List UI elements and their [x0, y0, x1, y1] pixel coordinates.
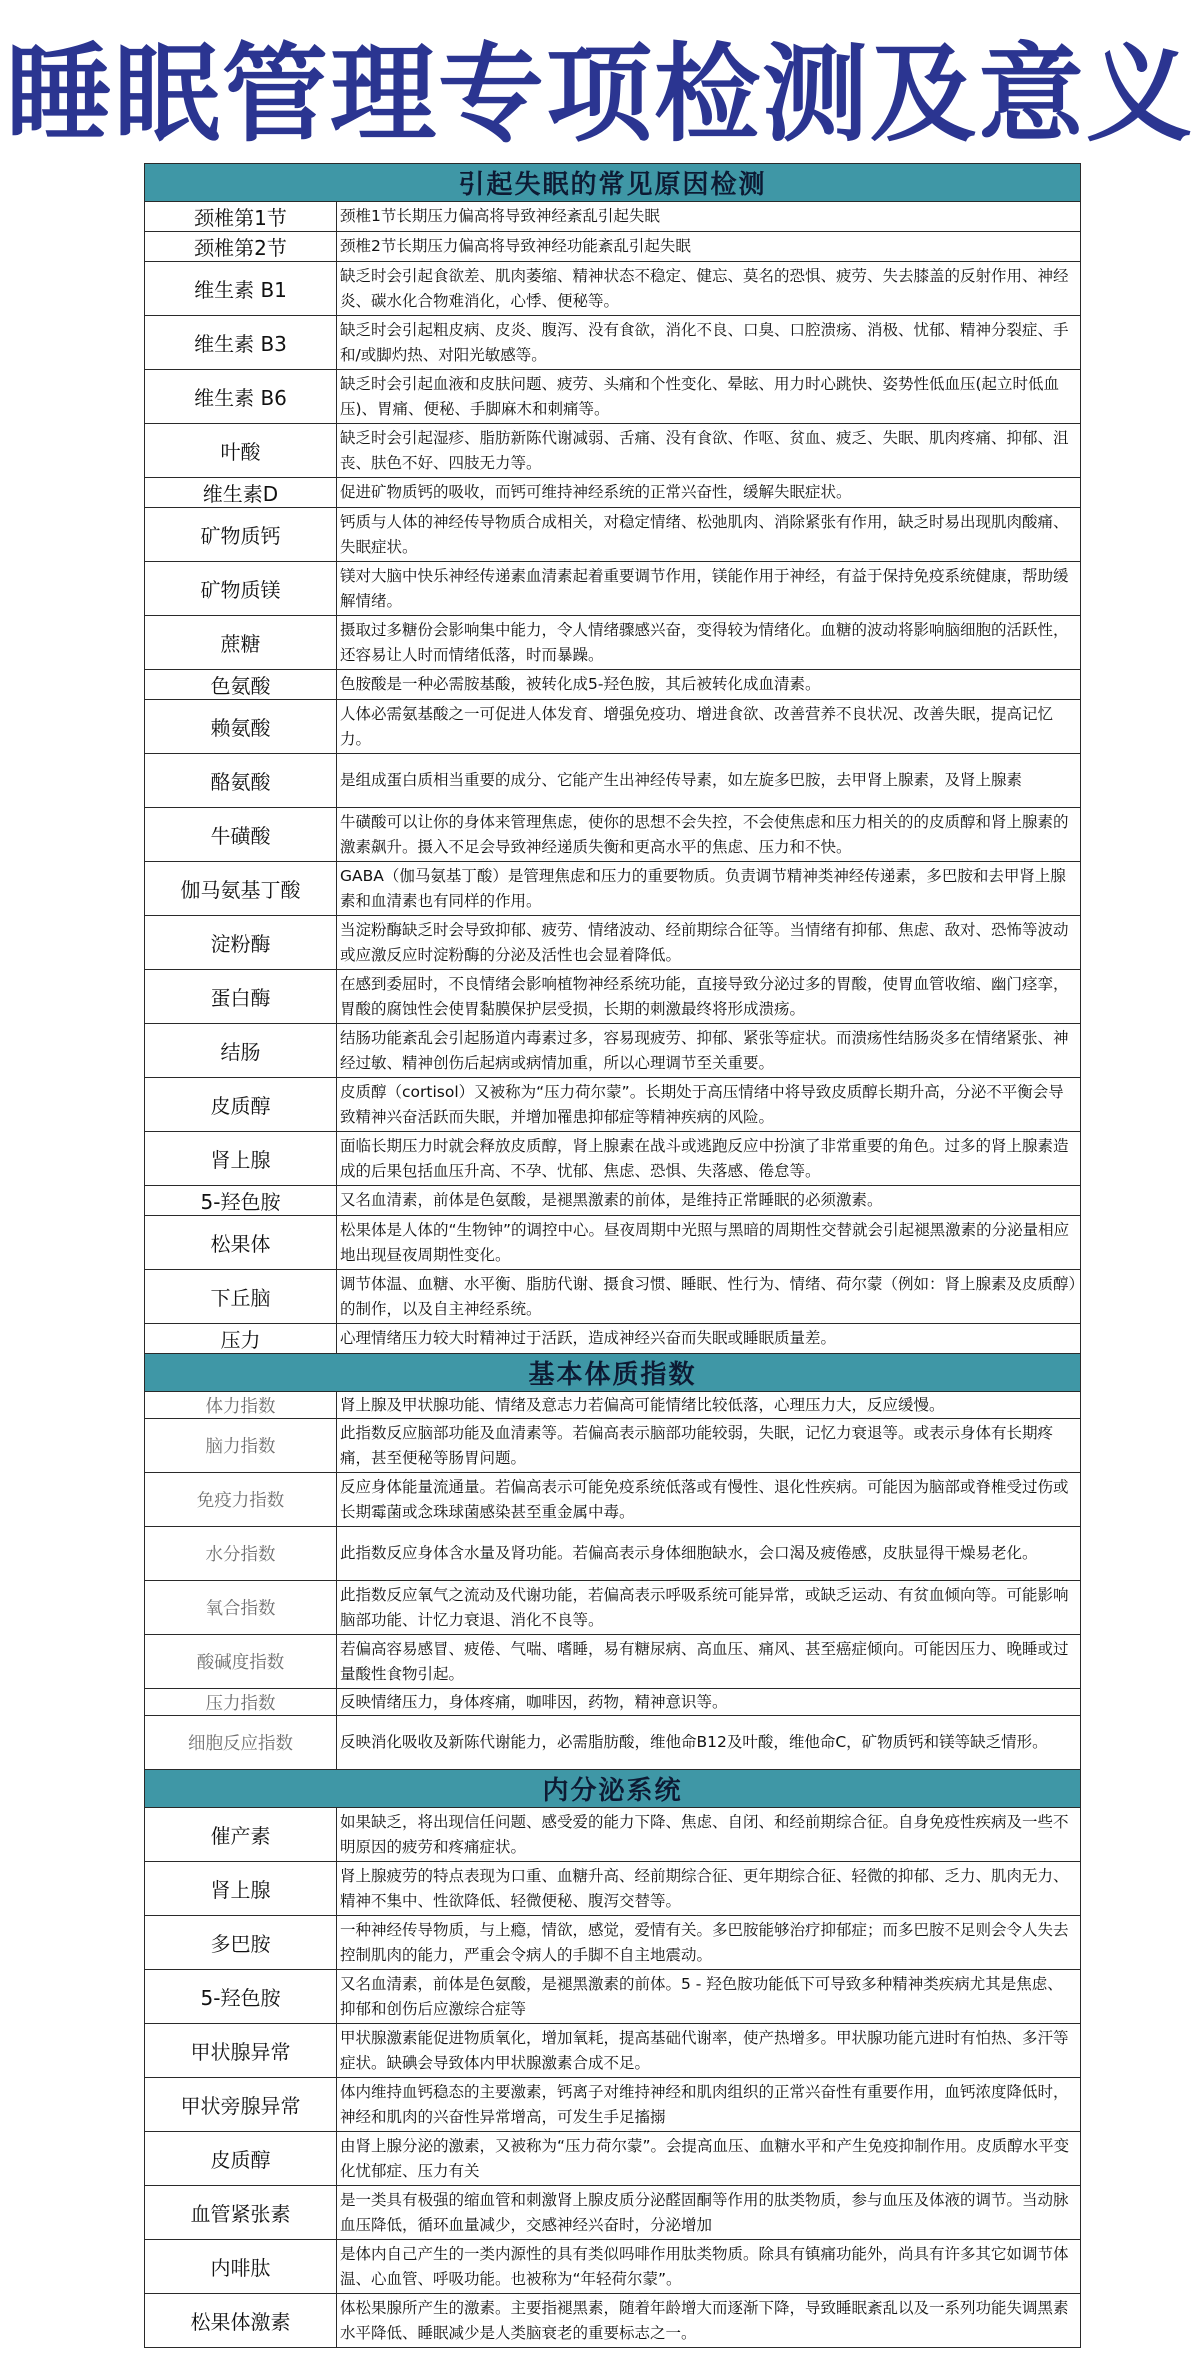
table-row	[145, 970, 1081, 1024]
section-heading-row	[145, 1354, 1081, 1392]
item-name: 肾上腺	[145, 1862, 337, 1916]
item-description: 心理情绪压力较大时精神过于活跃，造成神经兴奋而失眠或睡眠质量差。	[337, 1324, 1081, 1354]
table-row	[145, 1186, 1081, 1216]
table-row	[145, 1808, 1081, 1862]
item-description: 缺乏时会引起湿疹、脂肪新陈代谢减弱、舌痛、没有食欲、作呕、贫血、疲乏、失眠、肌肉疼痛、抑郁、沮丧、肤色不好、四肢无力等。	[337, 424, 1081, 478]
item-name: 脑力指数	[145, 1419, 337, 1473]
item-name: 维生素D	[145, 478, 337, 508]
item-description: 人体必需氨基酸之一可促进人体发育、增强免疫功、增进食欲、改善营养不良状况、改善失眠，提高记忆力。	[337, 700, 1081, 754]
table-row	[145, 1635, 1081, 1689]
item-description: 皮质醇（cortisol）又被称为“压力荷尔蒙”。长期处于高压情绪中将导致皮质醇长期升高，分泌不平衡会导致精神兴奋活跃而失眠，并增加罹患抑郁症等精神疾病的风险。	[337, 1078, 1081, 1132]
item-name: 矿物质钙	[145, 508, 337, 562]
item-name: 叶酸	[145, 424, 337, 478]
table-row	[145, 1473, 1081, 1527]
item-name: 维生素 B1	[145, 262, 337, 316]
table-row	[145, 1392, 1081, 1419]
table-row	[145, 370, 1081, 424]
item-description: 松果体是人体的“生物钟”的调控中心。昼夜周期中光照与黑暗的周期性交替就会引起褪黑激素的分泌量相应地出现昼夜周期性变化。	[337, 1216, 1081, 1270]
table-row	[145, 754, 1081, 808]
item-name: 压力	[145, 1324, 337, 1354]
item-description: 甲状腺激素能促进物质氧化，增加氧耗，提高基础代谢率，使产热增多。甲状腺功能亢进时有怕热、多汗等症状。缺碘会导致体内甲状腺激素合成不足。	[337, 2024, 1081, 2078]
table-row	[145, 2186, 1081, 2240]
item-name: 颈椎第1节	[145, 202, 337, 232]
table-row	[145, 616, 1081, 670]
item-description: 在感到委屈时，不良情绪会影响植物神经系统功能，直接导致分泌过多的胃酸，使胃血管收缩、幽门痉挛，胃酸的腐蚀性会使胃黏膜保护层受损，长期的刺激最终将形成溃疡。	[337, 970, 1081, 1024]
item-name: 压力指数	[145, 1689, 337, 1716]
item-description: 此指数反应氧气之流动及代谢功能，若偏高表示呼吸系统可能异常，或缺乏运动、有贫血倾向等。可能影响脑部功能、计忆力衰退、消化不良等。	[337, 1581, 1081, 1635]
item-description: 镁对大脑中快乐神经传递素血清素起着重要调节作用，镁能作用于神经，有益于保持免疫系统健康，帮助缓解情绪。	[337, 562, 1081, 616]
table-row	[145, 1024, 1081, 1078]
item-description: 由肾上腺分泌的激素，又被称为“压力荷尔蒙”。会提高血压、血糖水平和产生免疫抑制作用。皮质醇水平变化忧郁症、压力有关	[337, 2132, 1081, 2186]
table-row	[145, 1324, 1081, 1354]
item-description: 结肠功能紊乱会引起肠道内毒素过多，容易现疲劳、抑郁、紧张等症状。而溃疡性结肠炎多在情绪紧张、神经过敏、精神创伤后起病或病情加重，所以心理调节至关重要。	[337, 1024, 1081, 1078]
item-description: 此指数反应脑部功能及血清素等。若偏高表示脑部功能较弱，失眠，记忆力衰退等。或表示身体有长期疼痛，甚至便秘等肠胃问题。	[337, 1419, 1081, 1473]
table-row	[145, 1916, 1081, 1970]
item-description: 缺乏时会引起粗皮病、皮炎、腹泻、没有食欲，消化不良、口臭、口腔溃疡、消极、忧郁、精神分裂症、手和/或脚灼热、对阳光敏感等。	[337, 316, 1081, 370]
item-description: 面临长期压力时就会释放皮质醇，肾上腺素在战斗或逃跑反应中扮演了非常重要的角色。过多的肾上腺素造成的后果包括血压升高、不孕、忧郁、焦虑、恐惧、失落感、倦怠等。	[337, 1132, 1081, 1186]
item-description: 钙质与人体的神经传导物质合成相关，对稳定情绪、松弛肌肉、消除紧张有作用，缺乏时易出现肌肉酸痛、失眠症状。	[337, 508, 1081, 562]
item-name: 酸碱度指数	[145, 1635, 337, 1689]
item-name: 色氨酸	[145, 670, 337, 700]
item-description: 又名血清素，前体是色氨酸，是褪黑激素的前体。5 - 羟色胺功能低下可导致多种精神类疾病尤其是焦虑、抑郁和创伤后应激综合症等	[337, 1970, 1081, 2024]
table-row	[145, 700, 1081, 754]
item-name: 赖氨酸	[145, 700, 337, 754]
table-row	[145, 508, 1081, 562]
item-name: 血管紧张素	[145, 2186, 337, 2240]
item-name: 伽马氨基丁酸	[145, 862, 337, 916]
table-row	[145, 916, 1081, 970]
table-row	[145, 808, 1081, 862]
table-row	[145, 1216, 1081, 1270]
item-name: 蛋白酶	[145, 970, 337, 1024]
item-name: 皮质醇	[145, 1078, 337, 1132]
item-description: 是组成蛋白质相当重要的成分、它能产生出神经传导素，如左旋多巴胺，去甲肾上腺素，及肾上腺素	[337, 754, 1081, 808]
item-name: 多巴胺	[145, 1916, 337, 1970]
item-name: 维生素 B3	[145, 316, 337, 370]
item-name: 淀粉酶	[145, 916, 337, 970]
page-title: 睡眠管理专项检测及意义	[6, 33, 1194, 156]
item-name: 5-羟色胺	[145, 1970, 337, 2024]
item-description: 体松果腺所产生的激素。主要指褪黑素，随着年龄增大而逐渐下降，导致睡眠紊乱以及一系列功能失调黑素水平降低、睡眠减少是人类脑衰老的重要标志之一。	[337, 2294, 1081, 2348]
item-description: 此指数反应身体含水量及肾功能。若偏高表示身体细胞缺水，会口渴及疲倦感，皮肤显得干燥易老化。	[337, 1527, 1081, 1581]
table-row	[145, 202, 1081, 232]
item-name: 肾上腺	[145, 1132, 337, 1186]
table-row	[145, 2294, 1081, 2348]
table-row	[145, 1862, 1081, 1916]
table-row	[145, 2024, 1081, 2078]
table-row	[145, 1527, 1081, 1581]
table-row	[145, 1078, 1081, 1132]
table-row	[145, 424, 1081, 478]
item-description: 又名血清素，前体是色氨酸，是褪黑激素的前体，是维持正常睡眠的必须激素。	[337, 1186, 1081, 1216]
item-description: GABA（伽马氨基丁酸）是管理焦虑和压力的重要物质。负责调节精神类神经传递素，多巴胺和去甲肾上腺素和血清素也有同样的作用。	[337, 862, 1081, 916]
item-description: 肾上腺疲劳的特点表现为口重、血糖升高、经前期综合征、更年期综合征、轻微的抑郁、乏力、肌肉无力、精神不集中、性欲降低、轻微便秘、腹泻交替等。	[337, 1862, 1081, 1916]
item-description: 反映情绪压力，身体疼痛，咖啡因，药物，精神意识等。	[337, 1689, 1081, 1716]
table-row	[145, 2132, 1081, 2186]
table-row	[145, 2078, 1081, 2132]
section-heading-row	[145, 164, 1081, 202]
table-row	[145, 2240, 1081, 2294]
item-description: 反应身体能量流通量。若偏高表示可能免疫系统低落或有慢性、退化性疾病。可能因为脑部或脊椎受过伤或长期霉菌或念珠球菌感染甚至重金属中毒。	[337, 1473, 1081, 1527]
table-row	[145, 1270, 1081, 1324]
item-name: 松果体	[145, 1216, 337, 1270]
table-row	[145, 478, 1081, 508]
item-description: 若偏高容易感冒、疲倦、气喘、嗜睡，易有糖尿病、高血压、痛风、甚至癌症倾向。可能因压力、晚睡或过量酸性食物引起。	[337, 1635, 1081, 1689]
table-row	[145, 1689, 1081, 1716]
table-row	[145, 1970, 1081, 2024]
table-row	[145, 562, 1081, 616]
item-description: 颈椎2节长期压力偏高将导致神经功能紊乱引起失眠	[337, 232, 1081, 262]
table-row	[145, 262, 1081, 316]
item-name: 免疫力指数	[145, 1473, 337, 1527]
item-name: 维生素 B6	[145, 370, 337, 424]
section-heading: 引起失眠的常见原因检测	[145, 164, 1081, 202]
table-row	[145, 1132, 1081, 1186]
item-name: 蔗糖	[145, 616, 337, 670]
item-name: 细胞反应指数	[145, 1716, 337, 1770]
detection-table	[144, 163, 1081, 2348]
item-name: 颈椎第2节	[145, 232, 337, 262]
item-name: 下丘脑	[145, 1270, 337, 1324]
item-description: 色胺酸是一种必需胺基酸，被转化成5-羟色胺，其后被转化成血清素。	[337, 670, 1081, 700]
item-description: 促进矿物质钙的吸收，而钙可维持神经系统的正常兴奋性，缓解失眠症状。	[337, 478, 1081, 508]
item-name: 内啡肽	[145, 2240, 337, 2294]
item-name: 甲状腺异常	[145, 2024, 337, 2078]
item-description: 摄取过多糖份会影响集中能力，令人情绪骤感兴奋，变得较为情绪化。血糖的波动将影响脑细胞的活跃性，还容易让人时而情绪低落，时而暴躁。	[337, 616, 1081, 670]
section-heading-row	[145, 1770, 1081, 1808]
item-name: 氧合指数	[145, 1581, 337, 1635]
item-name: 甲状旁腺异常	[145, 2078, 337, 2132]
table-row	[145, 670, 1081, 700]
table-row	[145, 1581, 1081, 1635]
item-description: 颈椎1节长期压力偏高将导致神经紊乱引起失眠	[337, 202, 1081, 232]
table-row	[145, 232, 1081, 262]
item-name: 催产素	[145, 1808, 337, 1862]
item-description: 牛磺酸可以让你的身体来管理焦虑，使你的思想不会失控，不会使焦虑和压力相关的的皮质醇和肾上腺素的激素飙升。摄入不足会导致神经递质失衡和更高水平的焦虑、压力和不快。	[337, 808, 1081, 862]
section-heading: 基本体质指数	[145, 1354, 1081, 1392]
item-name: 水分指数	[145, 1527, 337, 1581]
item-description: 体内维持血钙稳态的主要激素，钙离子对维持神经和肌肉组织的正常兴奋性有重要作用，血钙浓度降低时，神经和肌肉的兴奋性异常增高，可发生手足搐搦	[337, 2078, 1081, 2132]
item-description: 反映消化吸收及新陈代谢能力，必需脂肪酸，维他命B12及叶酸，维他命C，矿物质钙和镁等缺乏情形。	[337, 1716, 1081, 1770]
item-description: 肾上腺及甲状腺功能、情绪及意志力若偏高可能情绪比较低落，心理压力大，反应缓慢。	[337, 1392, 1081, 1419]
item-name: 酪氨酸	[145, 754, 337, 808]
item-description: 是一类具有极强的缩血管和刺激肾上腺皮质分泌醛固酮等作用的肽类物质，参与血压及体液的调节。当动脉血压降低，循环血量减少，交感神经兴奋时，分泌增加	[337, 2186, 1081, 2240]
item-name: 结肠	[145, 1024, 337, 1078]
item-name: 5-羟色胺	[145, 1186, 337, 1216]
item-name: 矿物质镁	[145, 562, 337, 616]
table-row	[145, 316, 1081, 370]
item-name: 体力指数	[145, 1392, 337, 1419]
item-description: 缺乏时会引起血液和皮肤问题、疲劳、头痛和个性变化、晕眩、用力时心跳快、姿势性低血压(起立时低血压)、胃痛、便秘、手脚麻木和刺痛等。	[337, 370, 1081, 424]
table-row	[145, 862, 1081, 916]
item-description: 是体内自己产生的一类内源性的具有类似吗啡作用肽类物质。除具有镇痛功能外，尚具有许多其它如调节体温、心血管、呼吸功能。也被称为“年轻荷尔蒙”。	[337, 2240, 1081, 2294]
item-description: 当淀粉酶缺乏时会导致抑郁、疲劳、情绪波动、经前期综合征等。当情绪有抑郁、焦虑、敌对、恐怖等波动或应激反应时淀粉酶的分泌及活性也会显着降低。	[337, 916, 1081, 970]
item-name: 皮质醇	[145, 2132, 337, 2186]
item-name: 松果体激素	[145, 2294, 337, 2348]
item-name: 牛磺酸	[145, 808, 337, 862]
section-heading: 内分泌系统	[145, 1770, 1081, 1808]
item-description: 缺乏时会引起食欲差、肌肉萎缩、精神状态不稳定、健忘、莫名的恐惧、疲劳、失去膝盖的反射作用、神经炎、碳水化合物难消化，心悸、便秘等。	[337, 262, 1081, 316]
table-row	[145, 1716, 1081, 1770]
item-description: 一种神经传导物质，与上瘾，情欲，感觉，爱情有关。多巴胺能够治疗抑郁症；而多巴胺不足则会令人失去控制肌肉的能力，严重会令病人的手脚不自主地震动。	[337, 1916, 1081, 1970]
item-description: 调节体温、血糖、水平衡、脂肪代谢、摄食习惯、睡眠、性行为、情绪、荷尔蒙（例如：肾上腺素及皮质醇）的制作，以及自主神经系统。	[337, 1270, 1081, 1324]
item-description: 如果缺乏，将出现信任问题、感受爱的能力下降、焦虑、自闭、和经前期综合征。自身免疫性疾病及一些不明原因的疲劳和疼痛症状。	[337, 1808, 1081, 1862]
table-row	[145, 1419, 1081, 1473]
